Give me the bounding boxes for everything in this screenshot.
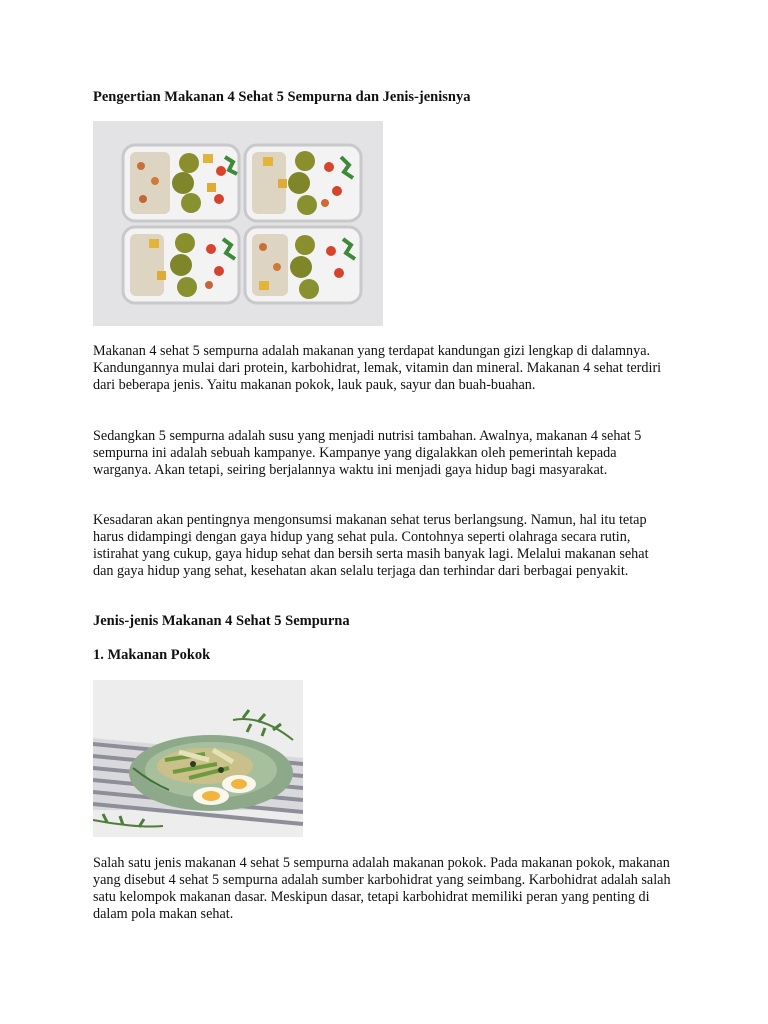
salad-plate-with-egg-photo — [93, 680, 303, 837]
section-heading: Jenis-jenis Makanan 4 Sehat 5 Sempurna — [93, 613, 350, 629]
meal-container — [123, 145, 239, 221]
meal-container — [245, 145, 361, 221]
meal-prep-containers-photo — [93, 121, 383, 326]
paragraph: Kesadaran akan pentingnya mengonsumsi makanan sehat terus berlangsung. Namun, hal itu tetap harus didampingi dengan gaya hidup yang sehat pula. Contohnya seperti olahraga secara rutin, istirahat yang cukup, gaya hidup sehat dan bersih serta masih banyak lagi. Melalui makanan sehat dan gaya hidup yang sehat, kesehatan akan selalu terjaga dan terhindar dari berbagai penyakit. — [93, 512, 649, 579]
document-title: Pengertian Makanan 4 Sehat 5 Sempurna dan Jenis-jenisnya — [93, 89, 471, 105]
paragraph: Makanan 4 sehat 5 sempurna adalah makanan yang terdapat kandungan gizi lengkap di dalamnya. Kandungannya mulai dari protein, karbohidrat, lemak, vitamin dan mineral. Makanan 4 sehat terdiri dari beberapa jenis. Yaitu makanan pokok, lauk pauk, sayur dan buah-buahan. — [93, 343, 662, 393]
paragraph: Salah satu jenis makanan 4 sehat 5 sempurna adalah makanan pokok. Pada makanan pokok, makanan yang disebut 4 sehat 5 sempurna adalah sumber karbohidrat yang seimbang. Karbohidrat adalah salah satu kelompok makanan dasar. Meskipun dasar, tetapi karbohidrat memiliki peran yang penting di dalam pola makan sehat. — [93, 855, 671, 922]
meal-container — [123, 227, 239, 303]
meal-container — [245, 227, 361, 303]
subsection-heading: 1. Makanan Pokok — [93, 647, 211, 663]
paragraph: Sedangkan 5 sempurna adalah susu yang menjadi nutrisi tambahan. Awalnya, makanan 4 sehat 5 sempurna ini adalah sebuah kampanye. Kampanye yang digalakkan oleh pemerintah kepada warganya. Akan tetapi, seiring berjalannya waktu ini menjadi gaya hidup bagi masyarakat. — [93, 428, 642, 478]
